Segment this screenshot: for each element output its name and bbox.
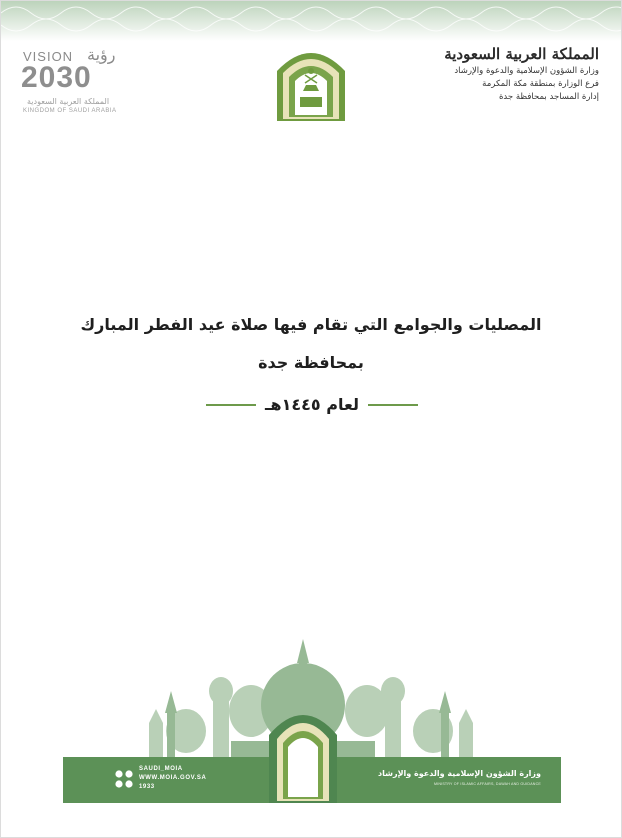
year-divider-left xyxy=(206,404,256,406)
top-pattern-band xyxy=(1,1,622,41)
vision-subtitle-arabic: المملكة العربية السعودية xyxy=(27,97,110,106)
year-row xyxy=(206,393,418,417)
vision-subtitle-english: KINGDOM OF SAUDI ARABIA xyxy=(23,108,117,114)
phone-number: 1933 xyxy=(139,784,155,790)
footer-ministry-english: MINISTRY OF ISLAMIC AFFAIRS, DAWAH AND GUIDANCE xyxy=(433,782,541,786)
ministry-emblem-icon xyxy=(273,41,349,121)
title-line-1: المصليات والجوامع التي تقام فيها صلاة عيد الفطر المبارك xyxy=(80,315,542,334)
vision-year: 2030 xyxy=(21,61,92,94)
vision-word-arabic: رؤية xyxy=(87,45,116,64)
department-name: إدارة المساجد بمحافظة جدة xyxy=(498,92,599,102)
year-label: لعام ١٤٤٥هـ xyxy=(265,395,359,414)
ministry-name: وزارة الشؤون الإسلامية والدعوة والإرشاد xyxy=(454,66,599,76)
title-line-2: بمحافظة جدة xyxy=(258,353,364,372)
mosque-footer-illustration xyxy=(1,631,622,838)
vision-2030-logo xyxy=(21,45,125,117)
document-title xyxy=(61,313,561,375)
branch-name: فرع الوزارة بمنطقة مكة المكرمة xyxy=(482,79,599,89)
footer-ministry-arabic: وزارة الشؤون الإسلامية والدعوة والإرشاد xyxy=(378,769,541,778)
website-link[interactable]: WWW.MOIA.GOV.SA xyxy=(139,775,207,781)
kingdom-name: المملكة العربية السعودية xyxy=(444,45,599,63)
year-divider-right xyxy=(368,404,418,406)
social-handle: SAUDI_MOIA xyxy=(139,766,183,772)
vision-word: VISION xyxy=(23,49,74,64)
ministry-header xyxy=(409,43,599,104)
